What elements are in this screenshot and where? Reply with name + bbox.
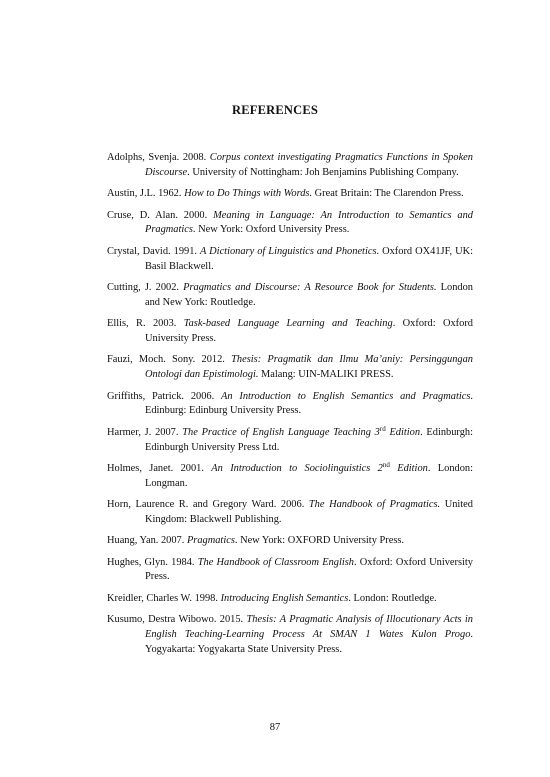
reference-publisher: . New York: Oxford University Press. [192,224,350,236]
reference-entry [107,353,473,383]
reference-publisher: . Oxford: Oxford University Press. [145,556,473,583]
reference-title: Introducing English Semantics [220,592,349,604]
reference-author-year: Fauzi, Moch. Sony. 2012. [107,354,232,366]
reference-title: An Introduction to Sociolinguistics 2 [211,462,383,474]
reference-title: The Handbook of Classroom English [197,556,354,568]
reference-author-year: Austin, J.L. 1962. [107,188,185,200]
reference-title: The Handbook of Pragmatics. [308,499,441,511]
reference-entry [107,317,473,347]
reference-publisher: London and New York: Routledge. [145,281,473,308]
reference-title: A Dictionary of Linguistics and Phonetics [200,245,377,257]
reference-author-year: Adolphs, Svenja. 2008. [107,152,210,163]
reference-publisher: . London: Routledge. [348,592,437,604]
reference-publisher: . Yogyakarta: Yogyakarta State University Press. [145,629,473,655]
reference-author-year: Harmer, J. 2007. [107,426,183,438]
reference-author-year: Horn, Laurence R. and Gregory Ward. 2006. [107,499,309,511]
reference-entry [107,209,473,239]
reference-title: Corpus context investigating Pragmatics Functions in Spoken Discourse [145,152,473,178]
reference-title-suffix: Edition [385,426,421,438]
reference-title-superscript: nd [382,460,390,469]
reference-entry [107,151,473,181]
reference-publisher: . Oxford: Oxford University Press. [145,318,473,344]
reference-author-year: Hughes, Glyn. 1984. [107,556,198,568]
reference-title: Pragmatics and Discourse: A Resource Book for Students. [183,281,437,293]
reference-entry [107,498,473,528]
reference-publisher: Malang: UIN-MALIKI PRESS. [258,369,394,381]
reference-title: Thesis: Pragmatik dan Ilmu Ma’aniy: Persinggungan Ontologi dan Epistimologi. [145,354,473,381]
reference-author-year: Holmes, Janet. 2001. [107,462,212,474]
reference-title-suffix: Edition [389,462,428,474]
reference-publisher: . Oxford OX41JF, UK: Basil Blackwell. [145,245,474,272]
reference-title: Thesis: A Pragmatic Analysis of Illocutionary Acts in English Teaching-Learning Process At SMAN 1 Wates Kulon Progo [145,614,473,641]
reference-entry [107,613,473,657]
reference-entry [107,592,473,607]
reference-publisher: . Edinburgh: Edinburgh University Press Ltd. [145,426,473,453]
reference-title: An Introduction to English Semantics and Pragmatics [221,390,471,402]
reference-entry [107,462,473,492]
reference-entry [107,556,473,586]
reference-title-superscript: rd [379,424,386,433]
reference-publisher: United Kingdom: Blackwell Publishing. [145,499,473,525]
reference-author-year: Crystal, David. 1991. [107,245,201,257]
reference-entry [107,245,473,275]
reference-entry [107,426,473,456]
page-number: 87 [269,722,281,733]
reference-publisher: . London: Longman. [145,462,474,489]
reference-title: How to Do Things with Words. [184,188,313,200]
reference-author-year: Ellis, R. 2003. [107,318,184,330]
page-title: REFERENCES [231,103,319,117]
reference-entry [107,281,473,311]
reference-author-year: Cruse, D. Alan. 2000. [107,209,214,221]
reference-list [107,151,473,664]
reference-author-year: Griffiths, Patrick. 2006. [107,390,222,402]
reference-entry [107,534,473,549]
reference-title: Pragmatics [186,535,235,547]
reference-title: Task-based Language Learning and Teaching [183,318,393,330]
reference-author-year: Huang, Yan. 2007. [107,535,187,547]
reference-entry [107,390,473,420]
reference-entry [107,187,473,202]
reference-publisher: . University of Nottingham: Joh Benjamins Publishing Company. [187,166,459,178]
reference-author-year: Kreidler, Charles W. 1998. [107,592,221,604]
reference-title: Meaning in Language: An Introduction to Semantics and Pragmatics [145,209,473,236]
reference-publisher: Great Britain: The Clarendon Press. [312,188,464,200]
reference-title: The Practice of English Language Teaching 3 [182,426,380,438]
reference-author-year: Kusumo, Destra Wibowo. 2015. [107,614,247,626]
reference-publisher: . New York: OXFORD University Press. [234,535,405,547]
reference-publisher: . Edinburg: Edinburg University Press. [145,390,473,417]
reference-author-year: Cutting, J. 2002. [107,281,184,293]
